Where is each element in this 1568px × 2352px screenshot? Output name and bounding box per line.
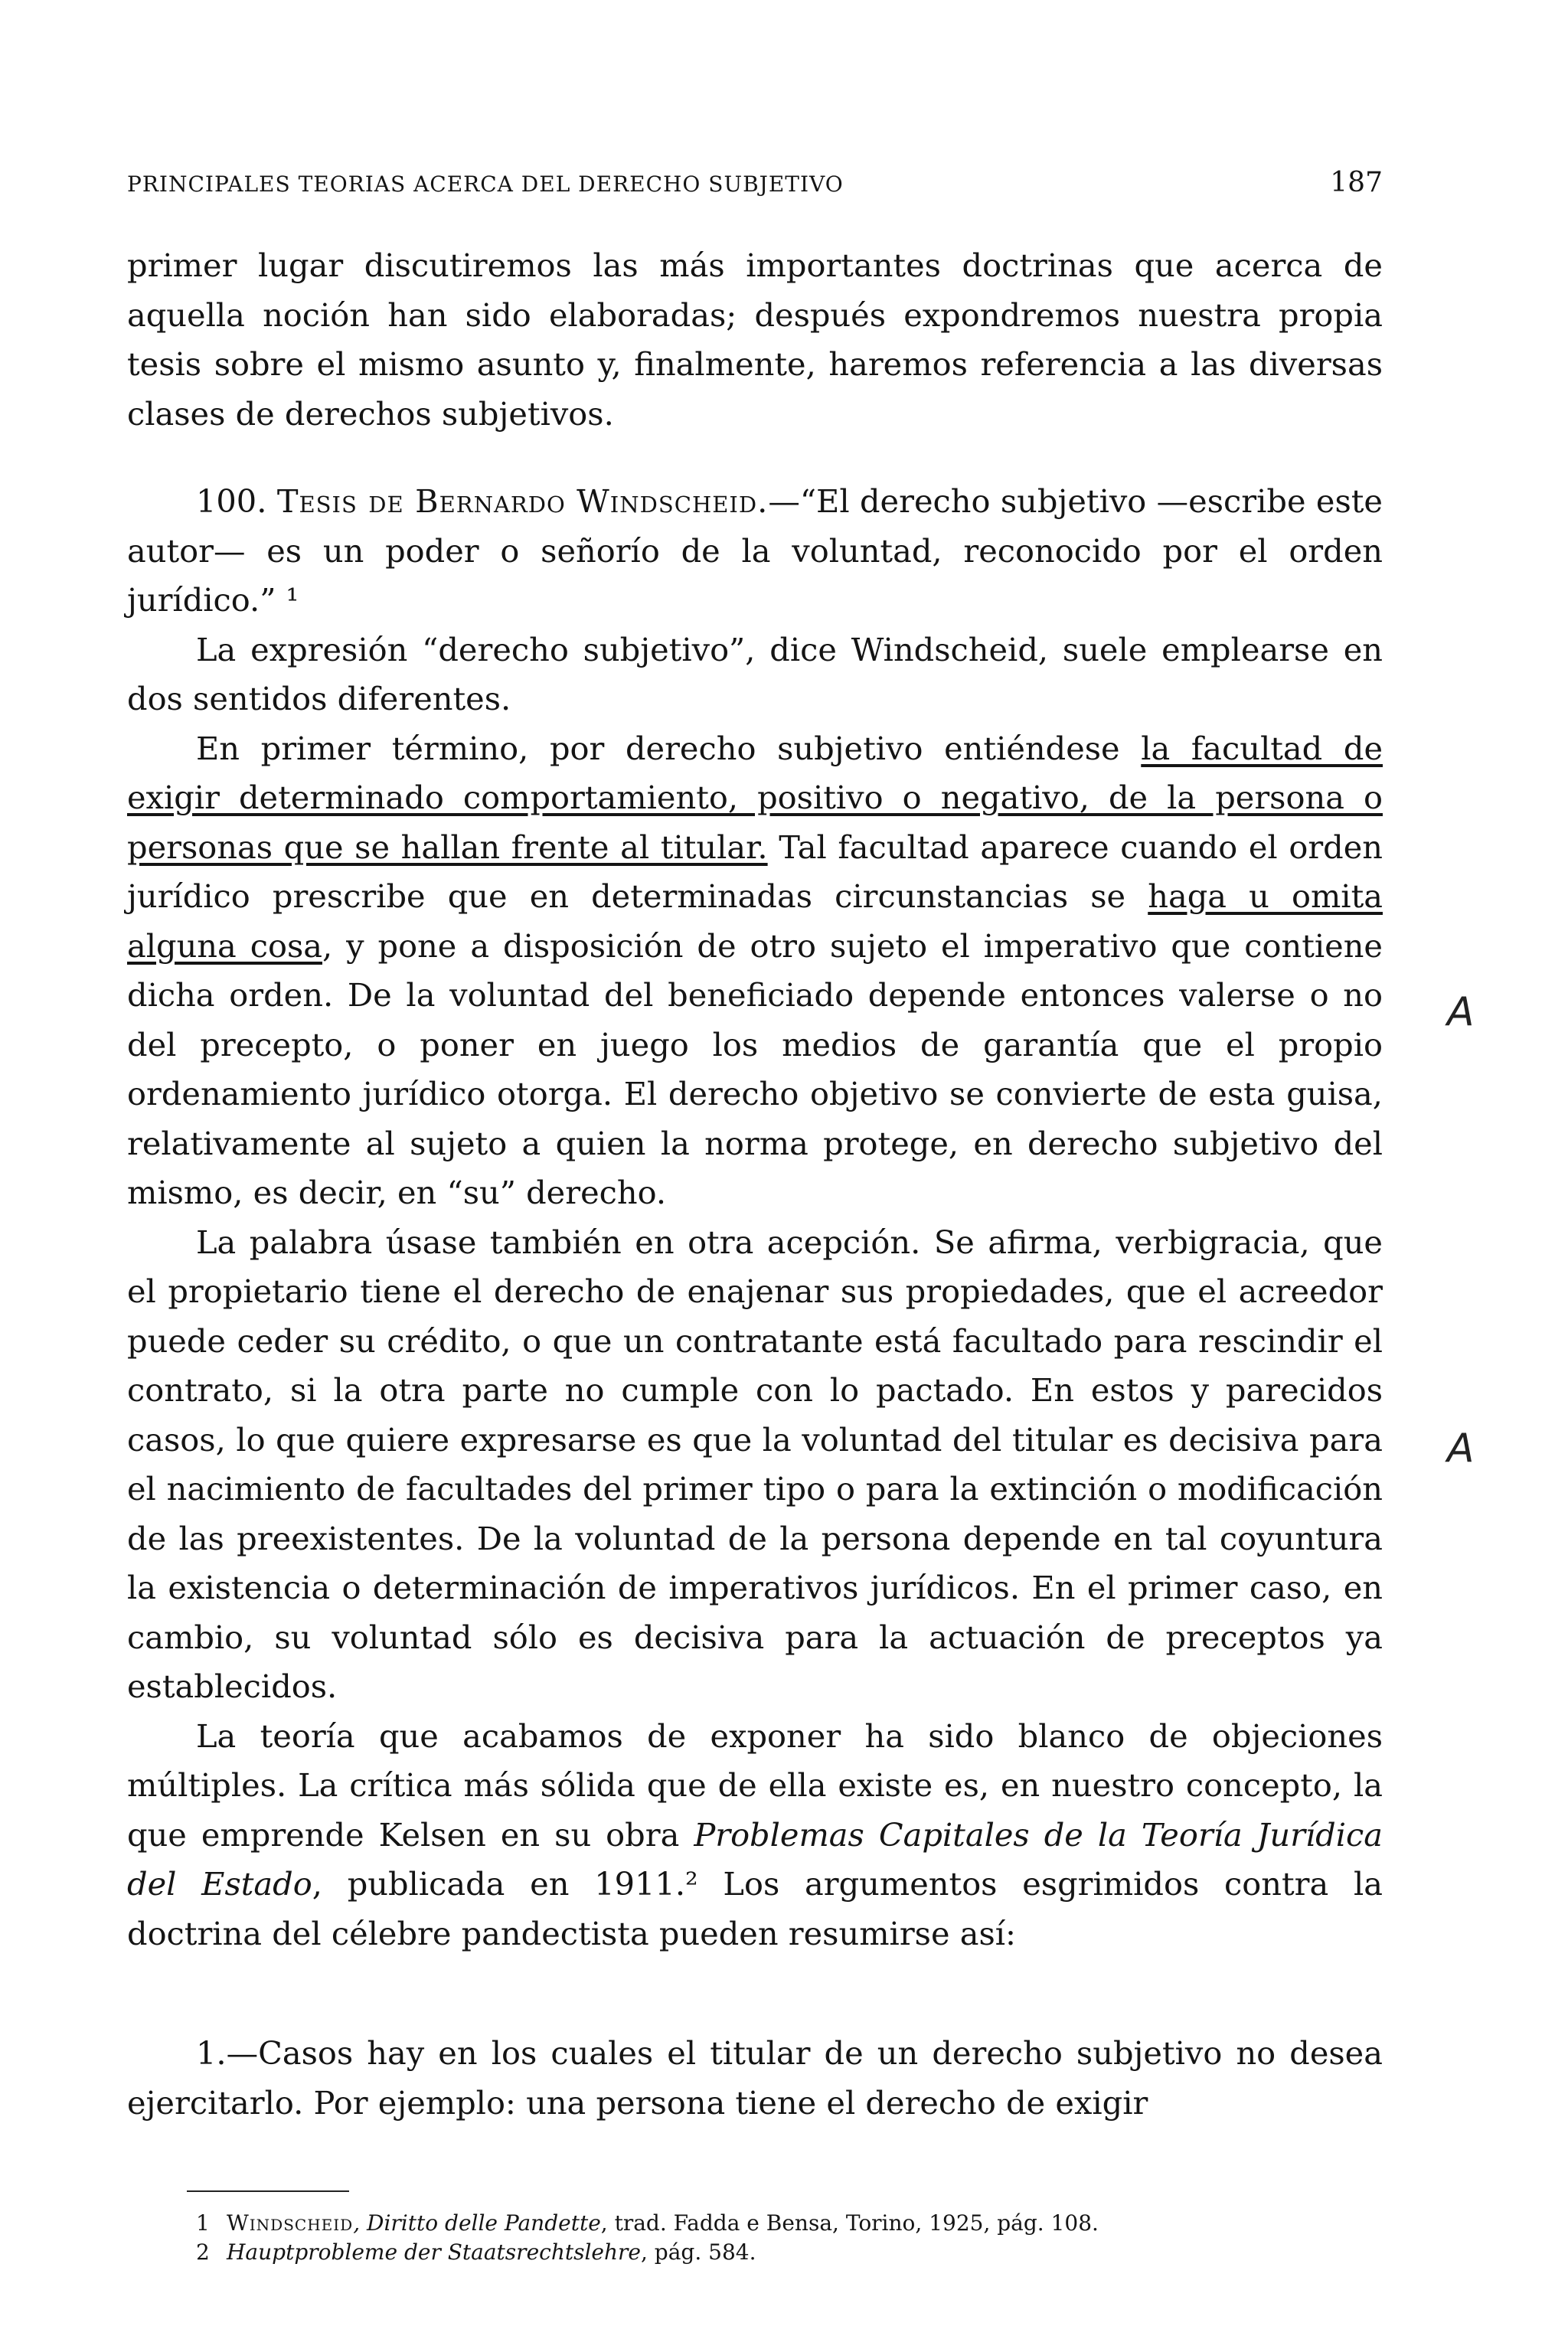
footnote-rule <box>187 2190 349 2192</box>
page-body <box>127 241 1383 2128</box>
p3-underlined-2: haga u omita alguna cosa <box>127 877 1383 965</box>
running-title: PRINCIPALES TEORIAS ACERCA DEL DERECHO SUBJETIVO <box>127 172 844 197</box>
page-number: 187 <box>1330 167 1383 198</box>
paragraph-3 <box>127 724 1383 1218</box>
paragraph-section-100 <box>127 477 1383 626</box>
paragraph-intro: primer lugar discutiremos las más importantes doctrinas que acerca de aquella noción han sido elaboradas; después expondremos nuestra propia tesis sobre el mismo asunto y, finalmente, haremos referencia a las diversas clases de derechos subjetivos. <box>127 247 1383 433</box>
section-number: 100. <box>196 482 267 520</box>
book-page <box>127 167 1383 2267</box>
section-heading: Tesis de Bernardo Windscheid. <box>276 482 769 520</box>
section-text: —“El derecho subjetivo —escribe este autor— es un poder o señorío de la voluntad, reconocido por el orden jurídico.” ¹ <box>127 482 1383 619</box>
p5-a: La teoría que acabamos de exponer ha sido blanco de objeciones múltiples. La crítica más sólida que de ella existe es, en nuestro concepto, la que emprende Kelsen en su obra <box>127 1717 1383 1854</box>
p3-before: En primer término, por derecho subjetivo entiéndese <box>196 729 1142 767</box>
footnote-number: 1 <box>196 2210 210 2236</box>
footnote-rest: , pág. 584. <box>640 2239 756 2265</box>
footnote-1 <box>196 2209 1383 2238</box>
paragraph-4: La palabra úsase también en otra acepción. Se afirma, verbigracia, que el propietario tiene el derecho de enajenar sus propiedades, que el acreedor puede ceder su crédito, o que un contratante está facultado para rescindir el contrato, si la otra parte no cumple con lo pactado. En estos y parecidos casos, lo que quiere expresarse es que la voluntad del titular es decisiva para el nacimiento de facultades del primer tipo o para la extinción o modificación de las preexistentes. De la voluntad de la persona depende en tal coyuntura la existencia o determinación de imperativos jurídicos. En el primer caso, en cambio, su voluntad sólo es decisiva para la actuación de preceptos ya establecidos. <box>127 1223 1383 1705</box>
footnote-2 <box>196 2238 1383 2267</box>
paragraph-6: 1.—Casos hay en los cuales el titular de un derecho subjetivo no desea ejercitarlo. Por ejemplo: una persona tiene el derecho de exigir <box>127 2034 1383 2122</box>
margin-mark-2: A <box>1447 1426 1475 1472</box>
footnotes <box>127 2209 1383 2267</box>
margin-mark-1: A <box>1447 989 1475 1035</box>
footnote-work: Hauptprobleme der Staatsrechtslehre <box>227 2239 641 2265</box>
footnote-author: Windscheid <box>227 2210 354 2236</box>
paragraph-5 <box>127 1712 1383 1959</box>
p5-b: , publicada en 1911.² Los argumentos esgrimidos contra la doctrina del célebre pandectista pueden resumirse así: <box>127 1865 1383 1952</box>
p3-middle: Tal facultad aparece cuando el orden jurídico prescribe que en determinadas circunstancias se <box>127 828 1383 915</box>
p3-underlined: la facultad de exigir determinado comportamiento, positivo o negativo, de la persona o personas que se hallan frente al titular. <box>127 729 1383 866</box>
book-title: Problemas Capitales de la Teoría Jurídica del Estado <box>127 1815 1383 1903</box>
footnote-number: 2 <box>196 2239 210 2265</box>
paragraph-2: La expresión “derecho subjetivo”, dice Windscheid, suele emplearse en dos sentidos diferentes. <box>127 630 1383 717</box>
footnote-work: Diritto delle Pandette <box>367 2210 601 2236</box>
footnote-rest: , trad. Fadda e Bensa, Torino, 1925, pág. 108. <box>600 2210 1099 2236</box>
footnote-text <box>227 2238 756 2267</box>
footnote-text: Windscheid, Diritto delle Pandette, trad. Fadda e Bensa, Torino, 1925, pág. 108. <box>227 2210 1099 2236</box>
running-head <box>127 167 1383 198</box>
p3-after: , y pone a disposición de otro sujeto el imperativo que contiene dicha orden. De la voluntad del beneficiado depende entonces valerse o no del precepto, o poner en juego los medios de garantía que el propio ordenamiento jurídico otorga. El derecho objetivo se convierte de esta guisa, relativamente al sujeto a quien la norma protege, en derecho subjetivo del mismo, es decir, en “su” derecho. <box>127 926 1383 1211</box>
